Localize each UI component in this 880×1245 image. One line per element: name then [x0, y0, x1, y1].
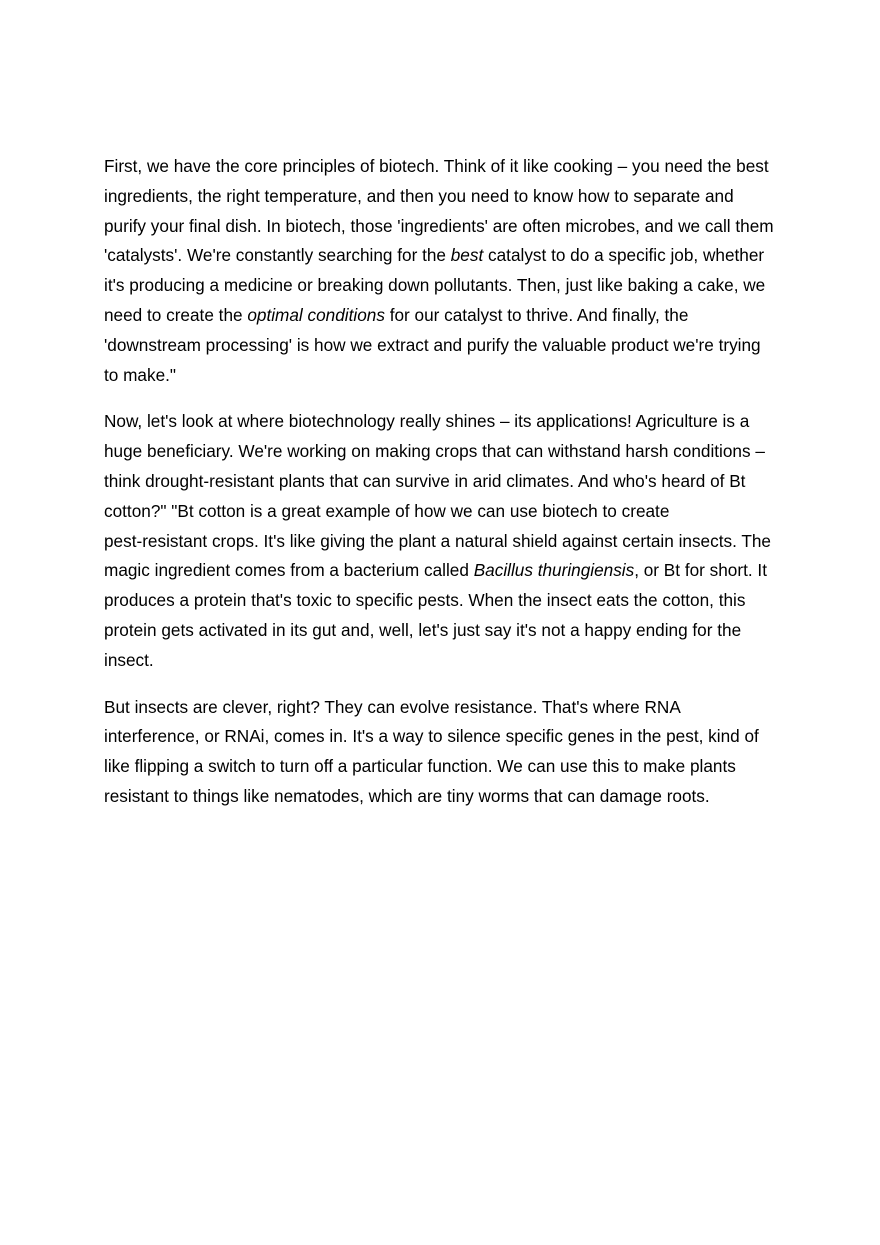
- text-segment: insect.: [104, 649, 154, 670]
- text-segment: to make.": [104, 364, 177, 385]
- italic-text: optimal conditions: [247, 304, 385, 325]
- text-segment: , or Bt for short. It: [634, 560, 767, 581]
- text-line: [104, 467, 784, 497]
- text-line: [104, 437, 784, 467]
- text-line: [104, 361, 784, 391]
- text-segment: cotton?" "Bt cotton is a great example of how we can use biotech to create: [104, 500, 670, 521]
- text-line: [104, 646, 784, 676]
- text-line: [104, 556, 784, 586]
- text-line: [104, 301, 784, 331]
- text-line: [104, 693, 784, 723]
- text-line: [104, 331, 784, 361]
- text-segment: 'catalysts'. We're constantly searching for the: [104, 245, 451, 266]
- text-segment: resistant to things like nematodes, which are tiny worms that can damage roots.: [104, 785, 710, 806]
- text-line: [104, 497, 784, 527]
- text-line: [104, 271, 784, 301]
- text-line: [104, 182, 784, 212]
- text-line: [104, 752, 784, 782]
- italic-text: best: [450, 245, 484, 266]
- text-segment: First, we have the core principles of biotech. Think of it like cooking – you need the best: [104, 156, 769, 176]
- text-segment: catalyst to do a specific job, whether: [483, 245, 765, 266]
- text-line: [104, 616, 784, 646]
- text-line: [104, 241, 784, 271]
- text-segment: 'downstream processing' is how we extract and purify the valuable product we're trying: [104, 334, 761, 355]
- text-line: [104, 586, 784, 616]
- text-segment: But insects are clever, right? They can evolve resistance. That's where RNA: [104, 696, 681, 717]
- paragraph-3: [104, 693, 784, 812]
- text-segment: huge beneficiary. We're working on making crops that can withstand harsh conditions –: [104, 441, 765, 462]
- italic-text: Bacillus thuringiensis: [473, 560, 635, 581]
- text-segment: purify your final dish. In biotech, those 'ingredients' are often microbes, and we call them: [104, 215, 774, 236]
- text-segment: like flipping a switch to turn off a particular function. We can use this to make plants: [104, 756, 736, 777]
- text-segment: it's producing a medicine or breaking down pollutants. Then, just like baking a cake, we: [104, 275, 766, 296]
- text-segment: Now, let's look at where biotechnology really shines – its applications! Agriculture is a: [104, 411, 750, 432]
- text-line: [104, 152, 784, 182]
- text-segment: think drought-resistant plants that can survive in arid climates. And who's heard of Bt: [104, 470, 746, 491]
- text-segment: pest-resistant crops. It's like giving the plant a natural shield against certain insects. The: [104, 530, 771, 551]
- paragraph-1: [104, 152, 784, 390]
- text-line: [104, 527, 784, 557]
- text-segment: for our catalyst to thrive. And finally, the: [384, 304, 689, 325]
- text-segment: need to create the: [104, 304, 248, 325]
- text-line: [104, 212, 784, 242]
- paragraph-2: [104, 407, 784, 675]
- document-body: [104, 152, 784, 829]
- text-segment: interference, or RNAi, comes in. It's a way to silence specific genes in the pest, kind of: [104, 726, 759, 747]
- text-segment: produces a protein that's toxic to specific pests. When the insect eats the cotton, this: [104, 590, 746, 611]
- text-segment: magic ingredient comes from a bacterium called: [104, 560, 474, 581]
- text-segment: protein gets activated in its gut and, well, let's just say it's not a happy ending for the: [104, 619, 742, 640]
- text-line: [104, 782, 784, 812]
- text-line: [104, 407, 784, 437]
- text-segment: ingredients, the right temperature, and then you need to know how to separate and: [104, 185, 734, 206]
- text-line: [104, 722, 784, 752]
